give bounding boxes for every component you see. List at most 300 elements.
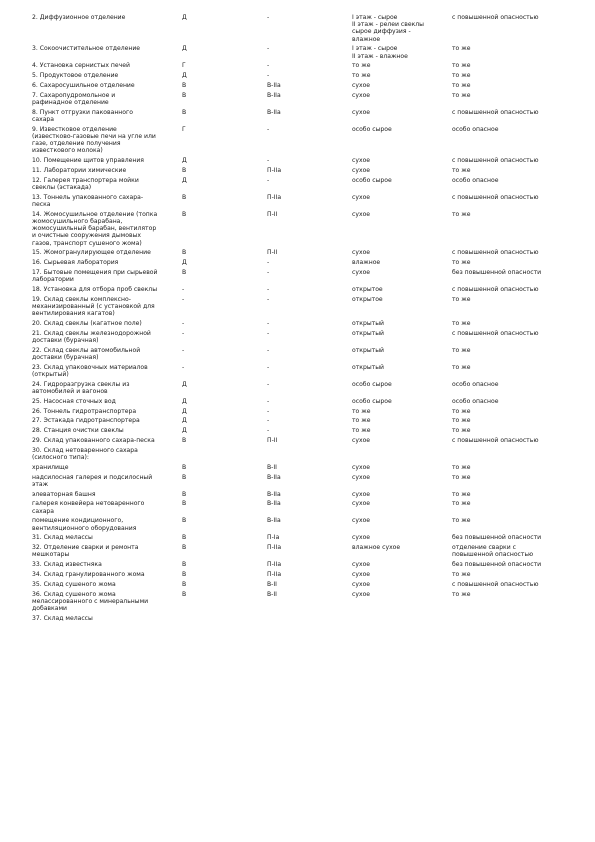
electrical-hazard-class [452,126,567,157]
premises-name-line: 5. Продуктовое отделение [32,72,119,80]
environment-class [352,320,452,330]
environment-class-line: сухое [352,590,371,598]
premises-name-line: 34. Склад гранулированного жома [32,570,145,578]
premises-name [32,544,182,561]
electrical-hazard-class-line: особо опасное [452,176,499,184]
premises-name-line: 8. Пункт отгрузки пакованного [32,108,133,116]
environment-class-line: сухое [352,210,371,218]
fire-category: - [182,286,185,293]
electrical-hazard-class-line: без повышенной опасности [452,534,542,542]
fire-category: - [182,363,185,371]
premises-name-line: 23. Склад упаковочных материалов [32,363,148,371]
electrical-hazard-class [452,491,567,501]
table-row [32,417,567,427]
electrical-hazard-class [452,320,567,330]
premises-name-line: помещение кондиционного, [32,517,124,525]
environment-class-line: сухое [352,157,371,165]
premises-name [32,474,182,491]
environment-class-line: открытое [352,286,383,293]
premises-name-line: 16. Сырьевая лаборатория [32,259,119,267]
premises-name-line: (известково-газовые печи на угле или [32,133,156,140]
fire-zone-class: В-IIа [267,108,281,116]
premises-name-line: 22. Склад свеклы автомобильной [32,346,141,354]
electrical-hazard-class-line: то же [452,346,471,354]
premises-name-line: (открытый) [32,371,69,378]
premises-name-line: рафинадное отделение [32,99,109,106]
fire-zone-class: - [267,427,270,435]
table-row [32,381,567,398]
fire-category: - [182,329,185,337]
electrical-hazard-class-line: особо опасное [452,380,499,388]
premises-name-line: 26. Тоннель гидротранспортера [32,407,137,415]
environment-class-line: сухое [352,490,371,498]
environment-class [352,126,452,157]
table-row [32,347,567,364]
fire-category [182,447,267,464]
fire-zone-class: - [267,286,270,293]
premises-name-line: 11. Лаборатории химические [32,167,127,174]
electrical-hazard-class [452,544,567,561]
environment-class-line: открытый [352,346,384,354]
environment-class-line: открытый [352,320,384,327]
electrical-hazard-class-line: с повышенной опасностью [452,249,539,257]
fire-category: Д [182,14,187,21]
table-row [32,561,567,571]
premises-name [32,269,182,286]
environment-class-line: открытое [352,295,383,303]
fire-category: В [182,490,187,498]
premises-name-line: 14. Жомосушильное отделение (топка [32,210,158,218]
fire-zone-class: - [267,417,270,425]
electrical-hazard-class-line: без повышенной опасности [452,561,542,569]
electrical-hazard-class [452,45,567,62]
fire-category: Г [182,125,186,133]
fire-zone-class: П-II [267,436,278,444]
environment-class [352,62,452,72]
table-row [32,126,567,157]
fire-zone-class: - [267,346,270,354]
electrical-hazard-class [452,500,567,517]
fire-category: - [182,320,185,327]
fire-category: Д [182,417,187,425]
electrical-hazard-class [452,62,567,72]
environment-class-line: влажное [352,35,381,43]
environment-class [352,381,452,398]
electrical-hazard-class [452,464,567,474]
table-row [32,109,567,126]
electrical-hazard-class-line: то же [452,407,471,415]
fire-zone-class: - [267,125,270,133]
fire-zone-class: - [267,363,270,371]
electrical-hazard-class [452,82,567,92]
premises-name-line: автомобилей и вагонов [32,388,108,395]
electrical-hazard-class-line: то же [452,570,471,578]
electrical-hazard-class [452,615,567,625]
environment-class [352,534,452,544]
premises-name [32,167,182,177]
premises-name-line: 31. Склад мелассы [32,534,93,542]
premises-name [32,259,182,269]
classification-table [32,14,567,625]
premises-name [32,92,182,109]
environment-class [352,259,452,269]
electrical-hazard-class [452,474,567,491]
fire-zone-class: - [267,295,270,303]
table-row [32,398,567,408]
fire-category: В [182,210,187,218]
fire-category: Д [182,397,187,405]
environment-class [352,581,452,591]
environment-class [352,544,452,561]
fire-category: Д [182,427,187,435]
fire-category: В [182,249,187,257]
environment-class-line: то же [352,62,371,70]
fire-category: В [182,500,187,508]
electrical-hazard-class-line: то же [452,417,471,425]
premises-name [32,72,182,82]
fire-category: Д [182,176,187,184]
fire-zone-class: В-IIа [267,490,281,498]
fire-zone-class: П-IIа [267,193,282,201]
premises-name-line: 37. Склад мелассы [32,614,93,622]
premises-name-line: 19. Склад свеклы комплексно- [32,295,131,303]
premises-name [32,591,182,615]
table-row [32,211,567,250]
fire-category: Г [182,62,186,70]
table-row [32,544,567,561]
fire-category: В [182,91,187,99]
premises-name-line: механизированный (с установкой для [32,303,155,310]
electrical-hazard-class [452,259,567,269]
premises-name [32,381,182,398]
premises-name-line: жомосушильный барабан, вентилятор [32,225,157,233]
fire-category: Д [182,72,187,80]
environment-class-line: сухое [352,570,371,578]
premises-name [32,427,182,437]
premises-name-line: лаборатории [32,276,74,284]
electrical-hazard-class-line: то же [452,210,471,218]
electrical-hazard-class [452,581,567,591]
table-row [32,408,567,418]
premises-name [32,194,182,211]
environment-class [352,82,452,92]
premises-name-line: 20. Склад свеклы (кагатное поле) [32,320,142,327]
environment-class [352,177,452,194]
table-row [32,500,567,517]
premises-name [32,398,182,408]
electrical-hazard-class [452,571,567,581]
environment-class [352,464,452,474]
premises-name [32,157,182,167]
fire-category: В [182,473,187,481]
environment-class [352,615,452,625]
electrical-hazard-class-line: то же [452,167,471,174]
environment-class [352,92,452,109]
fire-zone-class [267,447,352,464]
premises-name [32,491,182,501]
table-row [32,427,567,437]
fire-zone-class: В-II [267,463,277,471]
electrical-hazard-class [452,398,567,408]
fire-zone-class: В-II [267,580,277,588]
environment-class [352,398,452,408]
electrical-hazard-class-line: то же [452,427,471,435]
premises-name [32,447,182,464]
fire-zone-class: - [267,320,270,327]
environment-class [352,427,452,437]
premises-name [32,330,182,347]
environment-class [352,249,452,259]
premises-name [32,500,182,517]
environment-class-line: сухое [352,193,371,201]
premises-name-line: песка [32,201,51,208]
environment-class [352,194,452,211]
electrical-hazard-class [452,296,567,320]
premises-name-line: 2. Диффузионное отделение [32,14,126,21]
table-row [32,14,567,45]
fire-zone-class: - [267,176,270,184]
environment-class [352,109,452,126]
environment-class-line: влажное [352,259,381,267]
premises-name-line: известкового молока) [32,147,103,155]
fire-category: В [182,580,187,588]
fire-category: Д [182,407,187,415]
fire-category: В [182,463,187,471]
environment-class-line: сухое [352,500,371,508]
environment-class-line: особо сырое [352,397,392,405]
environment-class-line: сырое диффузия - [352,28,411,36]
electrical-hazard-class-line: повышенной опасностью [452,551,534,559]
fire-zone-class: П-IIа [267,167,282,174]
electrical-hazard-class-line: с повышенной опасностью [452,193,539,201]
fire-category: В [182,82,187,89]
electrical-hazard-class [452,364,567,381]
fire-category: В [182,167,187,174]
premises-name-line: мешкотары [32,551,70,559]
premises-name [32,581,182,591]
environment-class [352,167,452,177]
electrical-hazard-class [452,72,567,82]
premises-name-line: вентилирования кагатов) [32,310,115,318]
premises-name-line: 29. Склад упакованного сахара-песка [32,436,155,444]
premises-name-line: 10. Помещение щитов управления [32,157,144,165]
premises-name-line: 27. Эстакада гидротранспортера [32,417,140,425]
table-row [32,45,567,62]
table-row [32,581,567,591]
premises-name-line: 30. Склад нетоваренного сахара [32,446,138,454]
table-row [32,92,567,109]
electrical-hazard-class-line: то же [452,259,471,267]
premises-name [32,571,182,581]
table-row [32,177,567,194]
premises-name [32,437,182,447]
fire-zone-class: В-IIа [267,473,281,481]
fire-category: В [182,534,187,542]
electrical-hazard-class-line: с повышенной опасностью [452,157,539,165]
electrical-hazard-class-line: то же [452,91,471,99]
environment-class [352,72,452,82]
environment-class-line: открытый [352,363,384,371]
electrical-hazard-class-line: то же [452,62,471,70]
electrical-hazard-class-line: особо опасное [452,125,499,133]
premises-name-line: надсилосная галерея и подсилосный [32,473,153,481]
environment-class-line: сухое [352,473,371,481]
environment-class-line: то же [352,427,371,435]
electrical-hazard-class-line: с повышенной опасностью [452,329,539,337]
electrical-hazard-class [452,167,567,177]
fire-category: Д [182,45,187,53]
premises-name-line: доставки (бурачная) [32,337,99,344]
fire-category: Д [182,157,187,165]
premises-name-line: 12. Галерея транспортера мойки [32,176,139,184]
fire-category [182,615,267,625]
premises-name [32,464,182,474]
fire-zone-class: - [267,14,270,21]
fire-zone-class: П-II [267,249,278,257]
fire-zone-class: В-II [267,590,277,598]
electrical-hazard-class [452,408,567,418]
electrical-hazard-class-line: с повышенной опасностью [452,14,539,21]
table-row [32,447,567,464]
electrical-hazard-class-line: то же [452,363,471,371]
environment-class-line: сухое [352,82,371,89]
environment-class-line: сухое [352,561,371,569]
premises-name-line: 17. Бытовые помещения при сырьевой [32,269,158,276]
electrical-hazard-class [452,92,567,109]
environment-class [352,364,452,381]
fire-zone-class: - [267,72,270,80]
fire-zone-class: - [267,259,270,267]
environment-class [352,500,452,517]
environment-class [352,437,452,447]
environment-class [352,561,452,571]
table-row [32,72,567,82]
fire-category: В [182,590,187,598]
electrical-hazard-class [452,177,567,194]
fire-zone-class: - [267,45,270,53]
electrical-hazard-class [452,561,567,571]
electrical-hazard-class-line: то же [452,295,471,303]
premises-name-line: 6. Сахаросушильное отделение [32,82,135,89]
fire-category: В [182,544,187,552]
premises-name-line: сахара [32,507,55,515]
electrical-hazard-class-line: то же [452,82,471,89]
fire-category: Д [182,259,187,267]
premises-name [32,286,182,296]
environment-class-line: II этаж - влажное [352,52,408,60]
table-row [32,286,567,296]
environment-class [352,269,452,286]
electrical-hazard-class-line: то же [452,490,471,498]
table-row [32,437,567,447]
environment-class-line: то же [352,417,371,425]
environment-class-line: то же [352,407,371,415]
premises-name-line: добавками [32,604,67,612]
premises-name-line: (силосного типа): [32,453,89,461]
premises-name [32,417,182,427]
environment-class-line: сухое [352,534,371,542]
premises-name [32,364,182,381]
fire-category: - [182,346,185,354]
environment-class [352,286,452,296]
premises-name-line: 21. Склад свеклы железнодорожной [32,329,151,337]
table-body [32,14,567,625]
electrical-hazard-class-line: без повышенной опасности [452,269,542,276]
environment-class-line: то же [352,72,371,80]
table-row [32,330,567,347]
environment-class-line: сухое [352,517,371,525]
premises-name [32,82,182,92]
premises-name-line: 3. Сокоочистительное отделение [32,45,141,53]
fire-zone-class: П-IIа [267,544,282,552]
environment-class [352,491,452,501]
environment-class-line: сухое [352,463,371,471]
environment-class-line: особо сырое [352,176,392,184]
premises-name [32,126,182,157]
fire-category: В [182,517,187,525]
fire-zone-class: - [267,380,270,388]
environment-class [352,14,452,45]
electrical-hazard-class [452,447,567,464]
premises-name [32,211,182,250]
premises-name-line: 13. Тоннель упакованного сахара- [32,193,144,201]
premises-name-line: вентиляционного оборудования [32,524,137,532]
environment-class-line: сухое [352,269,371,276]
premises-name [32,249,182,259]
electrical-hazard-class [452,517,567,534]
electrical-hazard-class-line: то же [452,320,471,327]
electrical-hazard-class-line: с повышенной опасностью [452,108,539,116]
electrical-hazard-class [452,347,567,364]
premises-name-line: сахара [32,116,55,123]
electrical-hazard-class-line: то же [452,473,471,481]
fire-category: В [182,193,187,201]
table-row [32,517,567,534]
environment-class [352,211,452,250]
environment-class-line: влажное сухое [352,544,401,552]
electrical-hazard-class [452,286,567,296]
premises-name-line: 18. Установка для отбора проб свеклы [32,286,157,293]
premises-name [32,45,182,62]
electrical-hazard-class [452,211,567,250]
fire-zone-class: - [267,329,270,337]
environment-class [352,408,452,418]
premises-name [32,347,182,364]
fire-zone-class: П-II [267,210,278,218]
electrical-hazard-class-line: с повышенной опасностью [452,580,539,588]
premises-name-line: газов, транспорт сушеного жома) [32,239,142,247]
fire-zone-class: В-IIа [267,500,281,508]
electrical-hazard-class-line: отделение сварки с [452,544,516,552]
environment-class-line: сухое [352,91,371,99]
premises-name-line: 25. Насосная сточных вод [32,397,116,405]
table-row [32,82,567,92]
table-row [32,62,567,72]
premises-name-line: 9. Известковое отделение [32,125,117,133]
premises-name [32,615,182,625]
fire-category: Д [182,380,187,388]
electrical-hazard-class [452,591,567,615]
environment-class [352,447,452,464]
environment-class [352,517,452,534]
environment-class-line: сухое [352,436,371,444]
premises-name [32,177,182,194]
premises-name-line: 33. Склад известняка [32,561,102,569]
environment-class [352,347,452,364]
table-row [32,259,567,269]
table-row [32,157,567,167]
premises-name [32,534,182,544]
